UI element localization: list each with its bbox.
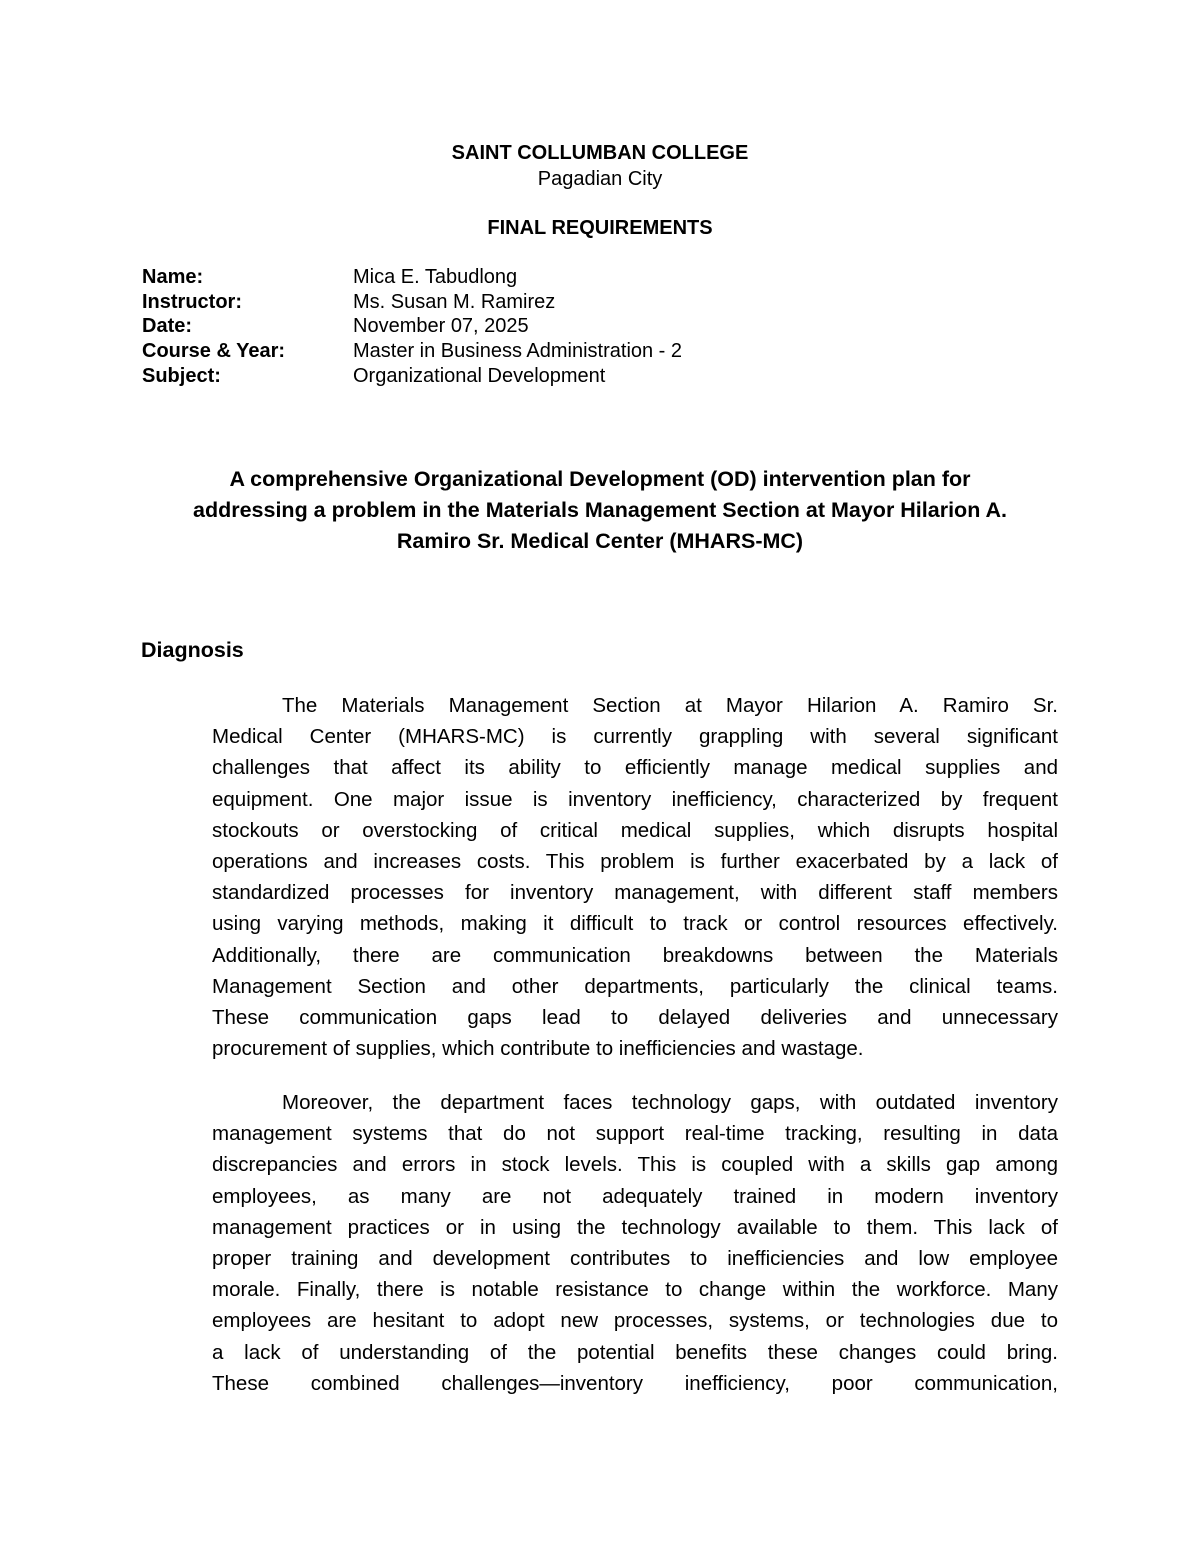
title-line: addressing a problem in the Materials Management Section at Mayor Hilarion A. [193,498,1007,522]
paragraph-line: These communication gaps lead to delayed deliveries and unnecessary [212,1005,1058,1029]
paragraph-line: management practices or in using the technology available to them. This lack of [212,1215,1058,1239]
paragraph-line: a lack of understanding of the potential benefits these changes could bring. [212,1340,1058,1364]
institution-name: SAINT COLLUMBAN COLLEGE [451,142,749,164]
info-label: Subject: [142,365,221,387]
info-value: Organizational Development [353,365,606,387]
paragraph-line: standardized processes for inventory management, with different staff members [212,881,1058,905]
paragraph-line: employees, as many are not adequately trained in modern inventory [212,1184,1058,1208]
paragraph-line: procurement of supplies, which contribute to inefficiencies and wastage. [212,1037,864,1061]
info-label: Name: [142,266,204,288]
document-type: FINAL REQUIREMENTS [487,217,713,239]
paragraph-line: Medical Center (MHARS-MC) is currently grappling with several significant [212,725,1058,749]
paragraph-line: challenges that affect its ability to efficiently manage medical supplies and [212,756,1058,780]
info-label: Course & Year: [142,340,286,362]
paragraph-line: Management Section and other departments, particularly the clinical teams. [212,974,1058,998]
paragraph-line: equipment. One major issue is inventory inefficiency, characterized by frequent [212,787,1058,811]
paragraph-line: The Materials Management Section at Mayor Hilarion A. Ramiro Sr. [282,694,1058,717]
paragraph-line: using varying methods, making it difficult to track or control resources effectively. [212,912,1058,936]
info-row-date [142,314,942,339]
paragraph-line: stockouts or overstocking of critical medical supplies, which disrupts hospital [212,818,1058,842]
info-row-name [142,265,942,290]
info-value: November 07, 2025 [353,315,529,337]
paragraph-line: Additionally, there are communication breakdowns between the Materials [212,943,1058,967]
info-value: Master in Business Administration - 2 [353,340,683,362]
diagnosis-paragraph-1 [212,690,1058,1064]
info-value: Mica E. Tabudlong [353,266,518,288]
paragraph-line: morale. Finally, there is notable resistance to change within the workforce. Many [212,1278,1058,1302]
section-heading-diagnosis: Diagnosis [141,638,244,662]
info-row-subject [142,364,942,389]
title-line: A comprehensive Organizational Development (OD) intervention plan for [229,467,971,491]
paragraph-line: operations and increases costs. This problem is further exacerbated by a lack of [212,849,1058,873]
info-row-course [142,339,942,364]
info-label: Instructor: [142,291,242,313]
paragraph-line: proper training and development contributes to inefficiencies and low employee [212,1246,1058,1270]
diagnosis-paragraph-2 [212,1087,1058,1399]
paragraph-line: Moreover, the department faces technology gaps, with outdated inventory [282,1091,1058,1114]
document-title [120,464,1080,557]
paragraph-line: management systems that do not support real-time tracking, resulting in data [212,1122,1058,1146]
info-value: Ms. Susan M. Ramirez [353,291,556,313]
institution-city: Pagadian City [537,168,663,190]
paragraph-line: discrepancies and errors in stock levels. This is coupled with a skills gap among [212,1153,1058,1177]
paragraph-line: employees are hesitant to adopt new processes, systems, or technologies due to [212,1309,1058,1333]
info-label: Date: [142,315,193,337]
title-line: Ramiro Sr. Medical Center (MHARS-MC) [396,529,804,553]
info-row-instructor [142,290,942,315]
paragraph-line: These combined challenges—inventory inefficiency, poor communication, [212,1371,1058,1395]
